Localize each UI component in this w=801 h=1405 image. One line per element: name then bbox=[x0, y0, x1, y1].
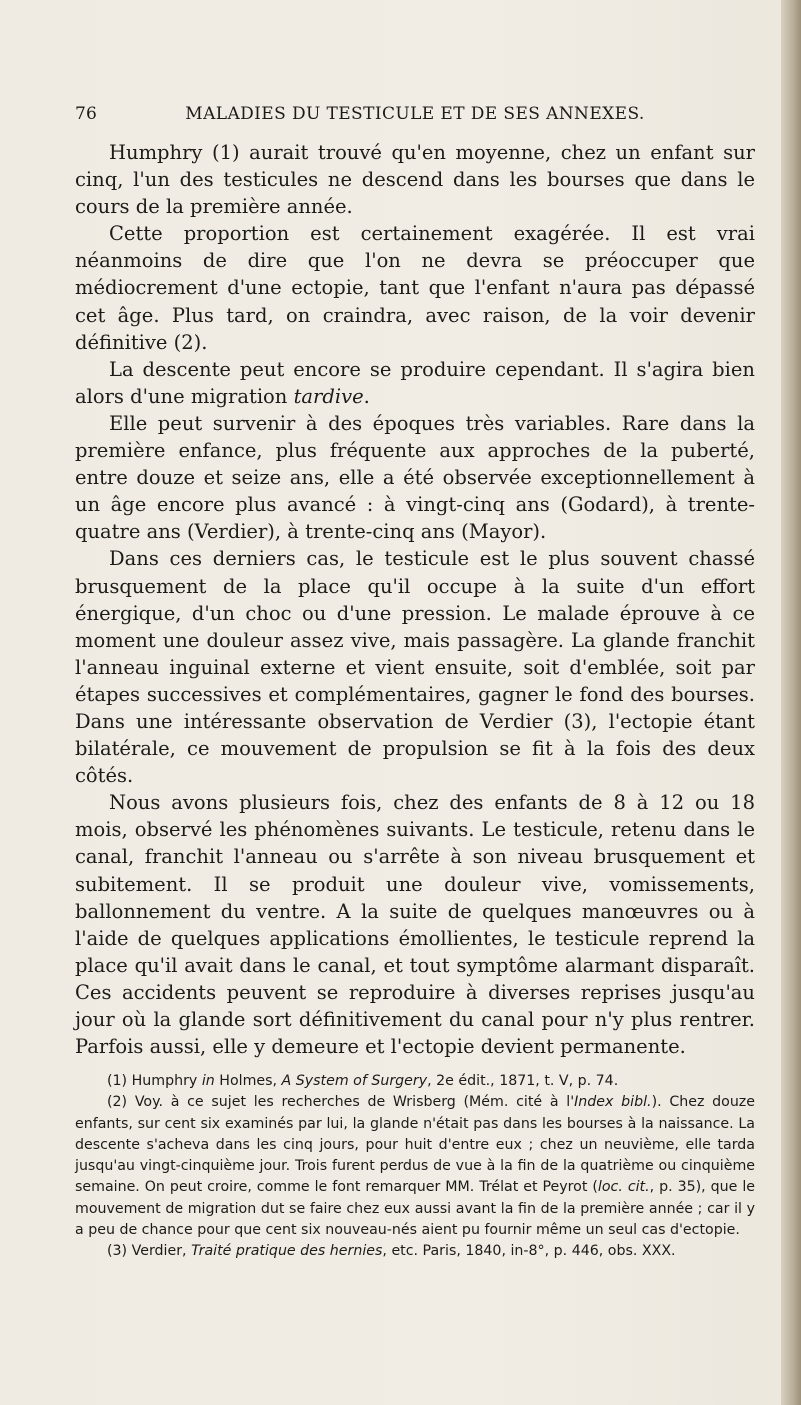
footnote-1-in: in bbox=[201, 1073, 215, 1089]
page-edge-shadow bbox=[781, 0, 801, 1405]
paragraph-descente bbox=[75, 356, 755, 410]
paragraph-observations: Nous avons plusieurs fois, chez des enfants de 8 à 12 ou 18 mois, observé les phénomènes suivants. Le testicule, retenu dans le canal, franchit l'anneau ou s'arrête à son niveau brusquement et subitement. Il se produit une douleur vive, vomissements, ballonnement du ventre. A la suite de quelques manœuvres ou à l'aide de quelques applications émollientes, le testicule reprend la place qu'il avait dans le canal, et tout symptôme alarmant disparaît. Ces accidents peuvent se reproduire à diverses reprises jusqu'au jour où la glande sort définitivement du canal pour n'y plus rentrer. Parfois aussi, elle y demeure et l'ectopie devient permanente. bbox=[75, 791, 755, 1059]
paragraph-derniers-cas: Dans ces derniers cas, le testicule est le plus souvent chassé brusquement de la place qu'il occupe à la suite d'un effort énergique, d'un choc ou d'une pression. Le malade éprouve à ce moment une douleur assez vive, mais passagère. La glande franchit l'anneau inguinal externe et vient ensuite, soit d'emblée, soit par étapes successives et complémentaires, gagner le fond des bourses. Dans une intéressante observation de Verdier (3), l'ectopie étant bilatérale, ce mouvement de propulsion se fit à la fois des deux côtés. bbox=[75, 547, 755, 788]
footnote-2-body: ). Chez douze enfants, sur cent six examinés par lui, la glande n'était pas dans les bourses à la naissance. La descente s'acheva dans les cinq jours, pour huit d'entre eux ; chez un neuvième, elle tarda jusqu'au vingt-cinquième jour. Trois furent perdus de vue à la fin de la quatrième ou cinquième semaine. On peut croire, comme le font remarquer MM. Trélat et Peyrot ( bbox=[75, 1094, 755, 1196]
footnote-1-text: (1) Humphry bbox=[107, 1073, 202, 1089]
footnotes bbox=[75, 1071, 755, 1263]
footnote-1-title: A System of Surgery bbox=[281, 1073, 428, 1089]
paragraph-proportion: Cette proportion est certainement exagérée. Il est vrai néanmoins de dire que l'on ne devra se préoccuper que médiocrement d'une ectopie, tant que l'enfant n'aura pas dépassé cet âge. Plus tard, on craindra, avec raison, de la voir devenir définitive (2). bbox=[75, 222, 755, 354]
footnote-3 bbox=[75, 1241, 755, 1262]
page-number: 76 bbox=[75, 104, 98, 124]
paragraph-descente-text: La descente peut encore se produire cependant. Il s'agira bien alors d'une migration bbox=[75, 357, 755, 408]
footnote-1 bbox=[75, 1071, 755, 1092]
footnote-1-author: Holmes, bbox=[214, 1073, 282, 1089]
running-title: MALADIES DU TESTICULE ET DE SES ANNEXES. bbox=[185, 104, 645, 124]
footnote-3-end: , etc. Paris, 1840, in-8°, p. 446, obs. XXX. bbox=[382, 1243, 676, 1260]
footnote-2-index: Index bibl. bbox=[574, 1094, 652, 1111]
footnote-2-loc-cit: loc. cit. bbox=[597, 1179, 650, 1196]
paragraph-descente-end: . bbox=[363, 384, 370, 408]
paragraph-epoques: Elle peut survenir à des époques très variables. Rare dans la première enfance, plus fréquente aux approches de la puberté, entre douze et seize ans, elle a été observée exceptionnellement à un âge encore plus avancé : à vingt-cinq ans (Godard), à trente-quatre ans (Verdier), à trente-cinq ans (Mayor). bbox=[75, 411, 755, 544]
footnote-3-title: Traité pratique des hernies bbox=[191, 1243, 383, 1260]
paragraph-humphry: Humphry (1) aurait trouvé qu'en moyenne, chez un enfant sur cinq, l'un des testicules ne descend dans les bourses que dans le cours de la première année. bbox=[75, 141, 755, 219]
footnote-2-text: (2) Voy. à ce sujet les recherches de Wrisberg (Mém. cité à l' bbox=[107, 1094, 575, 1111]
footnote-3-text: (3) Verdier, bbox=[107, 1243, 192, 1260]
footnote-1-edition: , 2e édit., 1871, t. V, p. 74. bbox=[427, 1073, 619, 1089]
term-tardive: tardive bbox=[293, 384, 364, 408]
footnote-2 bbox=[75, 1092, 755, 1241]
footnote-2-end: , p. 35), que le mouvement de migration dut se faire chez eux aussi avant la fin de la première année ; car il y a peu de chance pour que cent six nouveau-nés aient pu fournir même un seul cas d'ectopie. bbox=[75, 1179, 756, 1239]
main-text bbox=[75, 139, 755, 1060]
